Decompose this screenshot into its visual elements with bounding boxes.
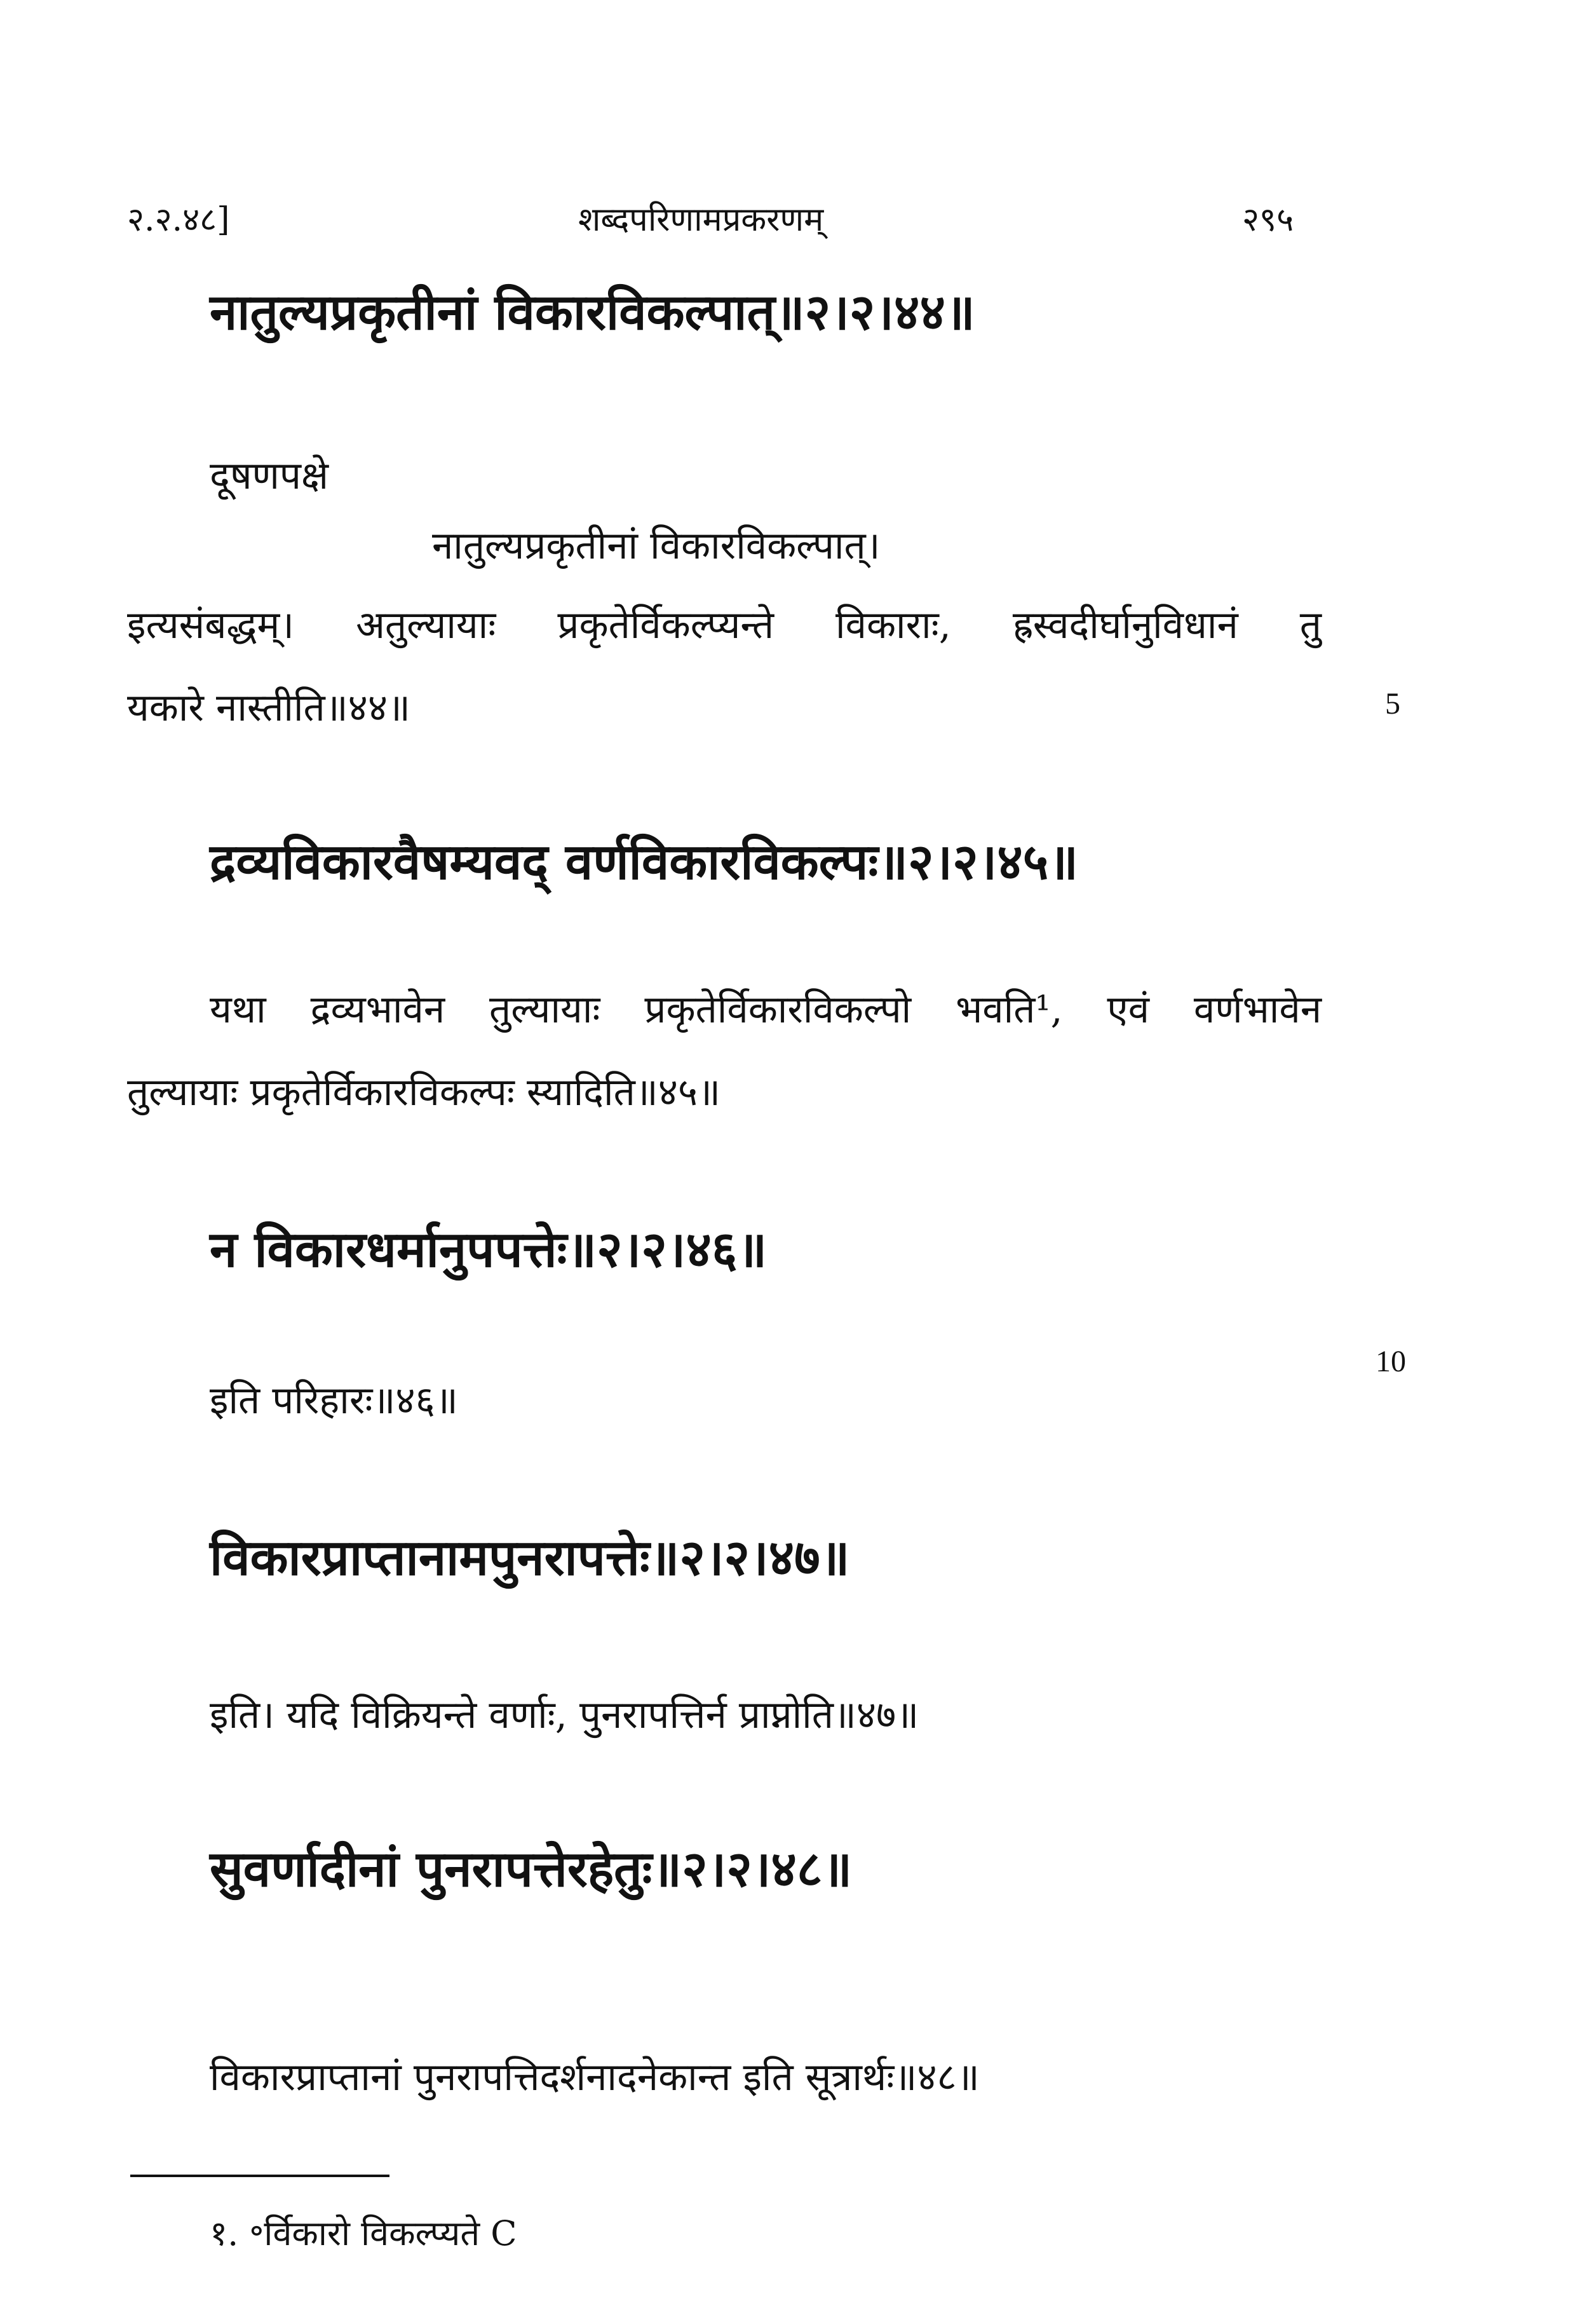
sutra-47: विकारप्राप्तानामपुनरापत्तेः॥२।२।४७॥	[210, 1529, 850, 1587]
commentary-44-block	[127, 597, 1322, 649]
sutra-45: द्रव्यविकारवैषम्यवद् वर्णविकारविकल्पः॥२।२।४५॥	[210, 833, 1079, 891]
header-section-ref: २.२.४८]	[127, 201, 230, 239]
header-chapter-title: शब्दपरिणामप्रकरणम्	[578, 201, 824, 239]
commentary-45-block	[210, 982, 1322, 1034]
commentary-44-line-2: यकारे नास्तीति॥४४॥	[127, 686, 410, 730]
sutra-48: सुवर्णादीनां पुनरापत्तेरहेतुः॥२।२।४८॥	[210, 1840, 853, 1898]
commentary-45-line-2: तुल्यायाः प्रकृतेर्विकारविकल्पः स्यादिति॥४५॥	[127, 1070, 721, 1115]
sutra-46: न विकारधर्मानुपपत्तेः॥२।२।४६॥	[210, 1221, 768, 1279]
margin-line-number-10: 10	[1376, 1345, 1406, 1378]
footnote-1: १. ॰र्विकारो विकल्प्यते C	[210, 2213, 517, 2253]
sutra-44: नातुल्यप्रकृतीनां विकारविकल्पात्॥२।२।४४॥	[210, 283, 975, 341]
commentary-44-quote: नातुल्यप्रकृतीनां विकारविकल्पात्।	[432, 524, 881, 568]
commentary-46-line-1: इति परिहारः॥४६॥	[210, 1378, 458, 1423]
page-number: २९५	[1242, 201, 1294, 239]
commentary-44-line-1: इत्यसंबद्धम्। अतुल्यायाः प्रकृतेर्विकल्प्यन्ते विकाराः, ह्रस्वदीर्घानुविधानं तु	[127, 603, 1322, 648]
footnote-separator	[130, 2175, 389, 2177]
commentary-44-intro: दूषणपक्षे	[210, 454, 329, 498]
commentary-47-line-1: इति। यदि विक्रियन्ते वर्णाः, पुनरापत्तिर्न प्राप्नोति॥४७॥	[210, 1693, 919, 1737]
commentary-45-line-1: यथा द्रव्यभावेन तुल्यायाः प्रकृतेर्विकारविकल्पो भवति¹, एवं वर्णभावेन	[210, 988, 1322, 1032]
margin-line-number-5: 5	[1385, 687, 1400, 721]
commentary-48-line-1: विकारप्राप्तानां पुनरापत्तिदर्शनादनेकान्त इति सूत्रार्थः॥४८॥	[210, 2055, 980, 2100]
